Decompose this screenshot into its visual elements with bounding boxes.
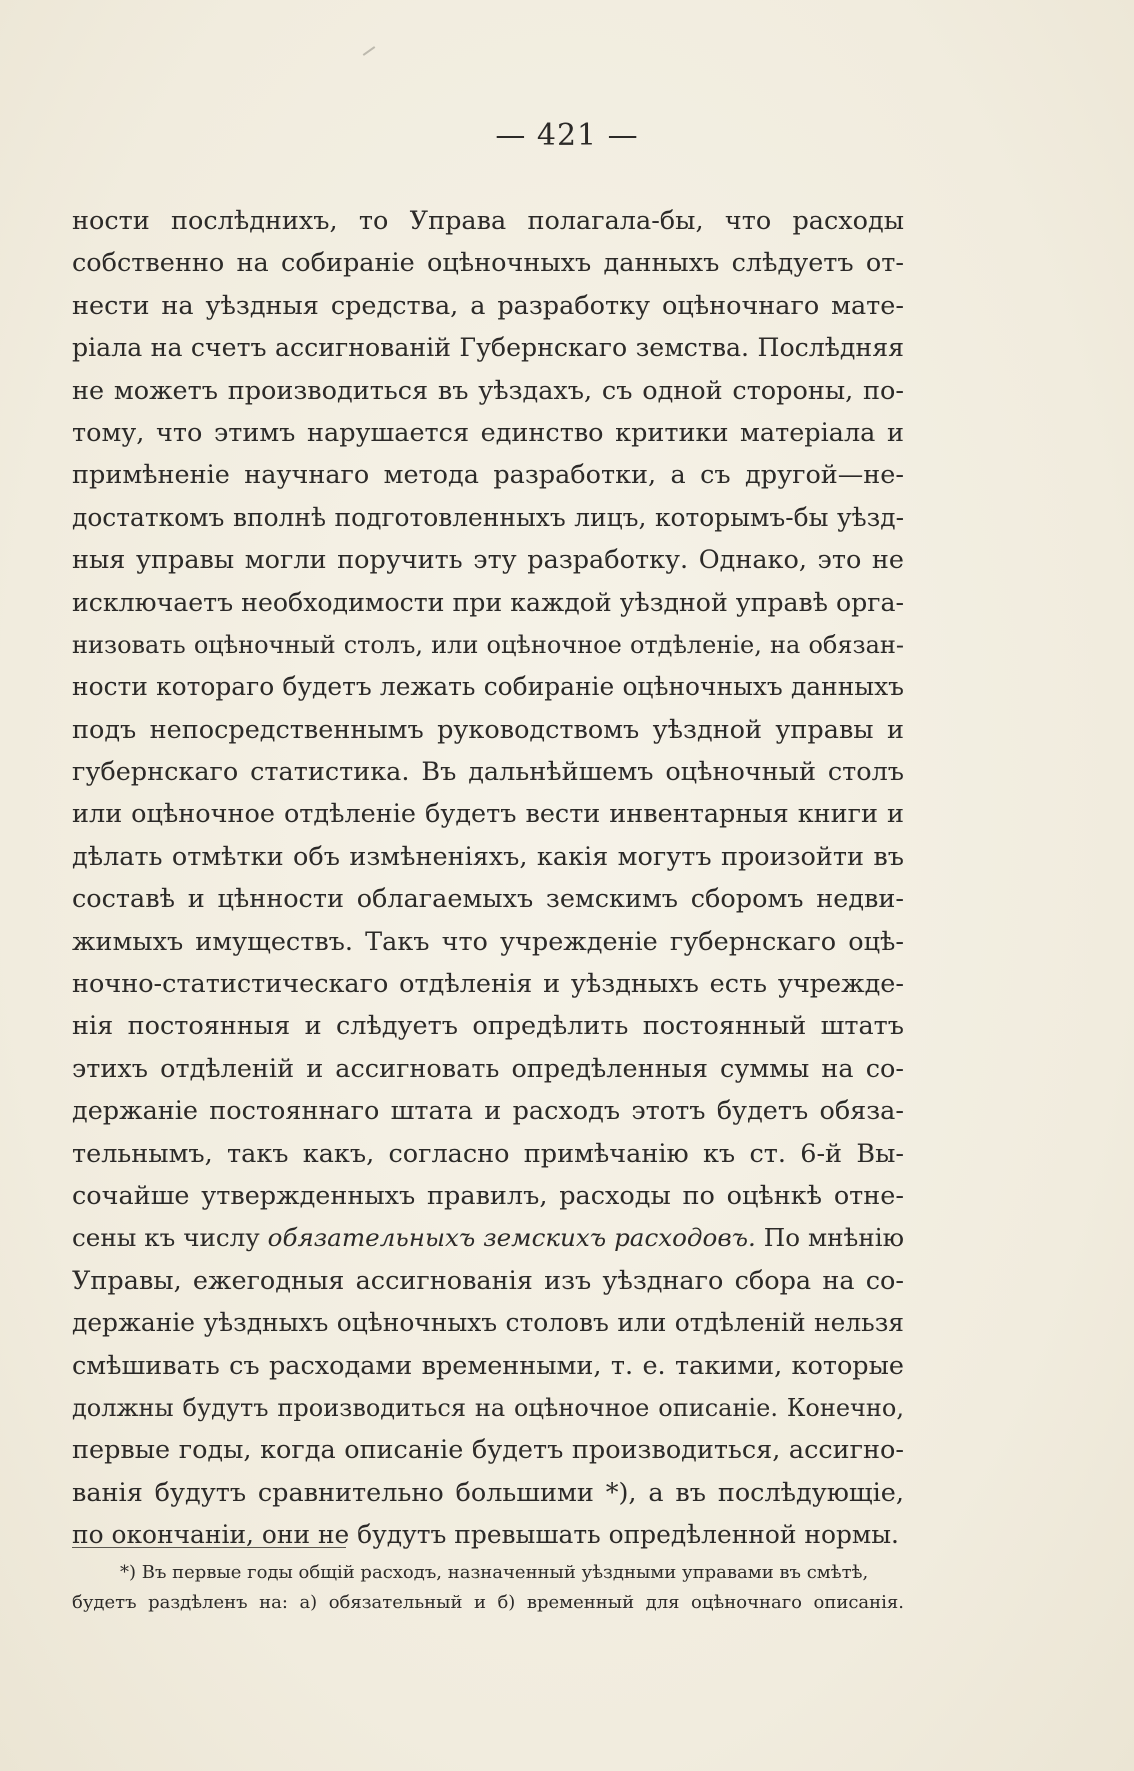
text-line: ности послѣднихъ, то Управа полагала-бы, что расходы <box>72 206 904 236</box>
text-line: низовать оцѣночный столъ, или оцѣночное отдѣленіе, на обязан- <box>72 630 904 659</box>
text-line: ночно-статистическаго отдѣленія и уѣздныхъ есть учрежде- <box>72 969 904 1000</box>
text-line: исключаетъ необходимости при каждой уѣздной управѣ орга- <box>72 587 904 617</box>
text-line: достаткомъ вполнѣ подготовленныхъ лицъ, которымъ-бы уѣзд- <box>72 502 904 532</box>
text-line: ности котораго будетъ лежать собираніе оцѣночныхъ данныхъ <box>72 672 904 702</box>
text-line: ныя управы могли поручить эту разработку. Однако, это не <box>72 545 904 576</box>
text-line: сочайше утвержденныхъ правилъ, расходы по оцѣнкѣ отне- <box>72 1180 904 1211</box>
footnote-line: будетъ раздѣленъ на: а) обязательный и б) временный для оцѣночнаго описанія. <box>72 1592 904 1613</box>
text-line: составѣ и цѣнности облагаемыхъ земскимъ сборомъ недви- <box>72 884 904 915</box>
text-segment: сены къ числу <box>72 1223 260 1253</box>
text-line: дѣлать отмѣтки объ измѣненіяхъ, какія могутъ произойти въ <box>72 841 904 872</box>
text-line: ріала на счетъ ассигнованій Губернскаго земства. Послѣдняя <box>72 333 904 363</box>
text-line: первые годы, когда описаніе будетъ производиться, ассигно- <box>72 1435 904 1466</box>
text-line-with-italic <box>72 1217 904 1259</box>
text-line-last: по окончаніи, они не будутъ превышать опредѣленной нормы. <box>72 1520 899 1550</box>
text-line: или оцѣночное отдѣленіе будетъ вести инвентарныя книги и <box>72 799 904 830</box>
italic-emphasis: обязательныхъ земскихъ расходовъ. <box>267 1223 756 1253</box>
text-segment: По мнѣнію <box>763 1223 904 1253</box>
stray-pen-mark <box>363 46 376 56</box>
footnote-line: *) Въ первые годы общій расходъ, назначенный уѣздными управами въ смѣтѣ, <box>120 1562 869 1583</box>
text-line: держаніе постояннаго штата и расходъ этотъ будетъ обяза- <box>72 1096 904 1127</box>
text-line: собственно на собираніе оцѣночныхъ данныхъ слѣдуетъ от- <box>72 248 904 279</box>
text-line: не можетъ производиться въ уѣздахъ, съ одной стороны, по- <box>72 375 904 406</box>
text-line: нія постоянныя и слѣдуетъ опредѣлить постоянный штатъ <box>72 1011 904 1042</box>
body-text <box>72 200 904 1557</box>
text-line: смѣшивать съ расходами временными, т. е. такими, которые <box>72 1350 904 1381</box>
page-number: — 421 — <box>495 118 639 153</box>
text-line: жимыхъ имуществъ. Такъ что учрежденіе губернскаго оцѣ- <box>72 926 904 957</box>
text-line: нести на уѣздныя средства, а разработку оцѣночнаго мате- <box>72 290 904 321</box>
text-line: примѣненіе научнаго метода разработки, а съ другой—не- <box>72 460 904 491</box>
text-line: должны будутъ производиться на оцѣночное описаніе. Конечно, <box>72 1393 904 1422</box>
text-line: ванія будутъ сравнительно большими *), а въ послѣдующіе, <box>72 1477 904 1508</box>
text-line: держаніе уѣздныхъ оцѣночныхъ столовъ или отдѣленій нельзя <box>72 1308 904 1338</box>
text-line: губернскаго статистика. Въ дальнѣйшемъ оцѣночный столъ <box>72 757 904 788</box>
text-line: этихъ отдѣленій и ассигновать опредѣленныя суммы на со- <box>72 1053 904 1084</box>
text-line: Управы, ежегодныя ассигнованія изъ уѣзднаго сбора на со- <box>72 1265 904 1296</box>
text-line: подъ непосредственнымъ руководствомъ уѣздной управы и <box>72 714 904 745</box>
text-line: тельнымъ, такъ какъ, согласно примѣчанію къ ст. 6-й Вы- <box>72 1138 904 1169</box>
footnote <box>72 1558 904 1618</box>
text-line: тому, что этимъ нарушается единство критики матеріала и <box>72 417 904 448</box>
footnote-divider <box>72 1547 346 1548</box>
